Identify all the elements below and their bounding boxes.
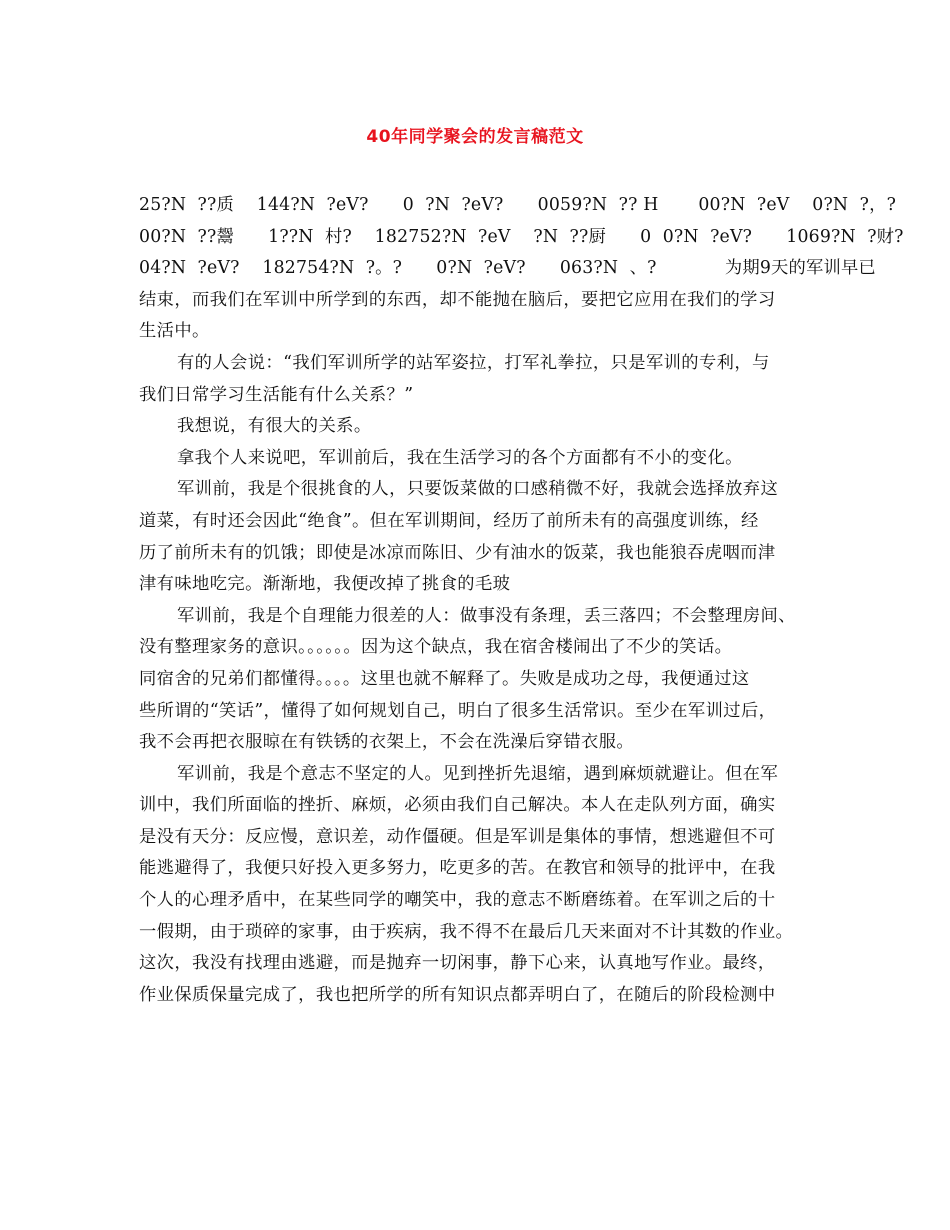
paragraph-line: 能逃避得了，我便只好投入更多努力，吃更多的苦。在教官和领导的批评中，在我 [139, 858, 776, 879]
paragraph-line: 有的人会说：“我们军训所学的站军姿拉，打军礼拳拉，只是军训的专利，与 [177, 352, 770, 373]
garbled-line: 00?N ??鬶 1??N 村? 182752?N ?eV ?N ??厨 0 0?N ?eV? 1069?N ?财? [139, 226, 904, 247]
paragraph-line: 津有味地吃完。渐渐地，我便改掉了挑食的毛玻 [139, 574, 511, 595]
paragraph-line: 军训前，我是个自理能力很差的人：做事没有条理，丢三落四；不会整理房间、 [177, 605, 796, 626]
document-body [139, 190, 904, 1011]
paragraph-line: 我们日常学习生活能有什么关系？” [139, 384, 414, 405]
paragraph-line: 些所谓的“笑话”，懂得了如何规划自己，明白了很多生活常识。至少在军训过后， [139, 700, 777, 721]
paragraph-line: 没有整理家务的意识。。。。。。因为这个缺点，我在宿舍楼闹出了不少的笑话。 [139, 637, 733, 658]
garbled-line: 25?N ??质 144?N ?eV? 0 ?N ?eV? 0059?N ?? H 00?N ?eV 0?N ?，? [139, 195, 897, 215]
paragraph-line: 训中，我们所面临的挫折、麻烦，必须由我们自己解决。本人在走队列方面，确实 [139, 795, 776, 816]
paragraph-line: 结束，而我们在军训中所学到的东西，却不能抛在脑后，要把它应用在我们的学习 [139, 289, 776, 310]
paragraph-line: 拿我个人来说吧，军训前后，我在生活学习的各个方面都有不小的变化。 [177, 447, 743, 468]
paragraph-line: 这次，我没有找理由逃避，而是抛弃一切闲事，静下心来，认真地写作业。最终， [139, 953, 776, 974]
paragraph-line: 生活中。 [139, 321, 210, 342]
paragraph-line: 军训前，我是个很挑食的人，只要饭菜做的口感稍微不好，我就会选择放弃这 [177, 479, 779, 500]
paragraph-line: 道菜，有时还会因此“绝食”。但在军训期间，经历了前所未有的高强度训练，经 [139, 510, 759, 531]
paragraph-line: 个人的心理矛盾中，在某些同学的嘲笑中，我的意志不断磨练着。在军训之后的十 [139, 890, 776, 911]
paragraph-line: 作业保质保量完成了，我也把所学的所有知识点都弄明白了，在随后的阶段检测中 [139, 984, 776, 1005]
paragraph-line: 是没有天分：反应慢，意识差，动作僵硬。但是军训是集体的事情，想逃避但不可 [139, 826, 776, 847]
paragraph-line: 一假期，由于琐碎的家事，由于疾病，我不得不在最后几天来面对不计其数的作业。 [139, 921, 794, 942]
paragraph-line: 军训前，我是个意志不坚定的人。见到挫折先退缩，遇到麻烦就避让。但在军 [177, 763, 779, 784]
garbled-line: 04?N ?eV? 182754?N ?。? 0?N ?eV? 063?N 、? 为期9天的军训早已 [139, 258, 876, 279]
paragraph-line: 历了前所未有的饥饿；即使是冰凉而陈旧、少有油水的饭菜，我也能狼吞虎咽而津 [139, 542, 776, 563]
paragraph-line: 同宿舍的兄弟们都懂得。。。。这里也就不解释了。失败是成功之母，我便通过这 [139, 668, 750, 689]
paragraph-line: 我想说，有很大的关系。 [177, 416, 372, 437]
document-title: 40年同学聚会的发言稿范文 [366, 127, 584, 147]
paragraph-line: 我不会再把衣服晾在有铁锈的衣架上，不会在洗澡后穿错衣服。 [139, 732, 635, 753]
